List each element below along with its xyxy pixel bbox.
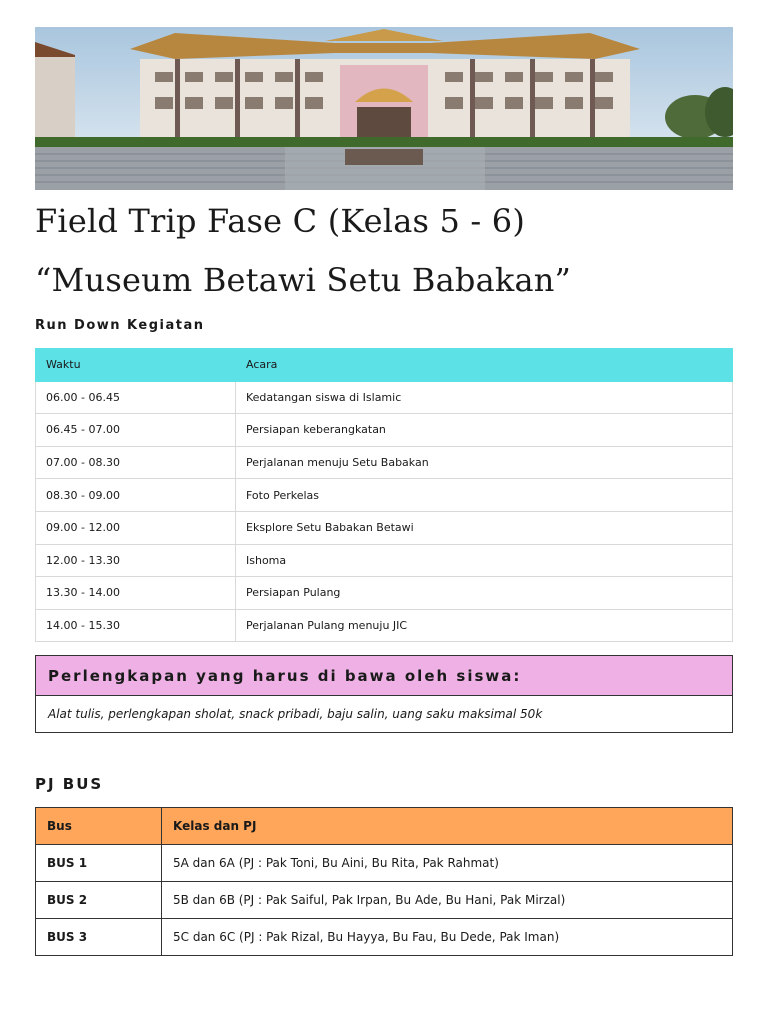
time-cell: 08.30 - 09.00 bbox=[36, 479, 236, 512]
activity-cell: Perjalanan menuju Setu Babakan bbox=[236, 446, 733, 479]
page-subtitle: “Museum Betawi Setu Babakan” bbox=[35, 261, 572, 299]
bus-table bbox=[35, 807, 733, 956]
table-row bbox=[36, 479, 733, 512]
activity-cell: Persiapan Pulang bbox=[236, 577, 733, 610]
time-cell: 06.45 - 07.00 bbox=[36, 414, 236, 447]
time-cell: 13.30 - 14.00 bbox=[36, 577, 236, 610]
table-row bbox=[36, 544, 733, 577]
column-header-kelas: Kelas dan PJ bbox=[162, 808, 733, 845]
column-header-waktu: Waktu bbox=[36, 349, 236, 382]
bus-class-cell: 5A dan 6A (PJ : Pak Toni, Bu Aini, Bu Rita, Pak Rahmat) bbox=[162, 845, 733, 882]
time-cell: 06.00 - 06.45 bbox=[36, 381, 236, 414]
table-row bbox=[36, 381, 733, 414]
bus-name-cell: BUS 1 bbox=[36, 845, 162, 882]
rundown-heading: Run Down Kegiatan bbox=[35, 318, 205, 333]
bus-class-cell: 5C dan 6C (PJ : Pak Rizal, Bu Hayya, Bu Fau, Bu Dede, Pak Iman) bbox=[162, 919, 733, 956]
bus-name-cell: BUS 3 bbox=[36, 919, 162, 956]
bus-name-cell: BUS 2 bbox=[36, 882, 162, 919]
table-row bbox=[36, 414, 733, 447]
time-cell: 07.00 - 08.30 bbox=[36, 446, 236, 479]
table-header-row bbox=[36, 349, 733, 382]
bus-class-cell: 5B dan 6B (PJ : Pak Saiful, Pak Irpan, Bu Ade, Bu Hani, Pak Mirzal) bbox=[162, 882, 733, 919]
supplies-heading: Perlengkapan yang harus di bawa oleh siswa: bbox=[36, 656, 732, 696]
time-cell: 12.00 - 13.30 bbox=[36, 544, 236, 577]
activity-cell: Persiapan keberangkatan bbox=[236, 414, 733, 447]
activity-cell: Kedatangan siswa di Islamic bbox=[236, 381, 733, 414]
page-title: Field Trip Fase C (Kelas 5 - 6) bbox=[35, 202, 526, 240]
supplies-box bbox=[35, 655, 733, 733]
table-row bbox=[36, 609, 733, 642]
rundown-table bbox=[35, 348, 733, 642]
activity-cell: Perjalanan Pulang menuju JIC bbox=[236, 609, 733, 642]
table-row bbox=[36, 919, 733, 956]
table-row bbox=[36, 577, 733, 610]
table-header-row bbox=[36, 808, 733, 845]
bus-heading: PJ BUS bbox=[35, 775, 104, 793]
museum-photo bbox=[35, 27, 733, 190]
table-row bbox=[36, 882, 733, 919]
column-header-bus: Bus bbox=[36, 808, 162, 845]
activity-cell: Eksplore Setu Babakan Betawi bbox=[236, 511, 733, 544]
supplies-text: Alat tulis, perlengkapan sholat, snack pribadi, baju salin, uang saku maksimal 50k bbox=[48, 707, 543, 721]
table-row bbox=[36, 511, 733, 544]
activity-cell: Foto Perkelas bbox=[236, 479, 733, 512]
column-header-acara: Acara bbox=[236, 349, 733, 382]
table-row bbox=[36, 845, 733, 882]
activity-cell: Ishoma bbox=[236, 544, 733, 577]
time-cell: 09.00 - 12.00 bbox=[36, 511, 236, 544]
time-cell: 14.00 - 15.30 bbox=[36, 609, 236, 642]
table-row bbox=[36, 446, 733, 479]
